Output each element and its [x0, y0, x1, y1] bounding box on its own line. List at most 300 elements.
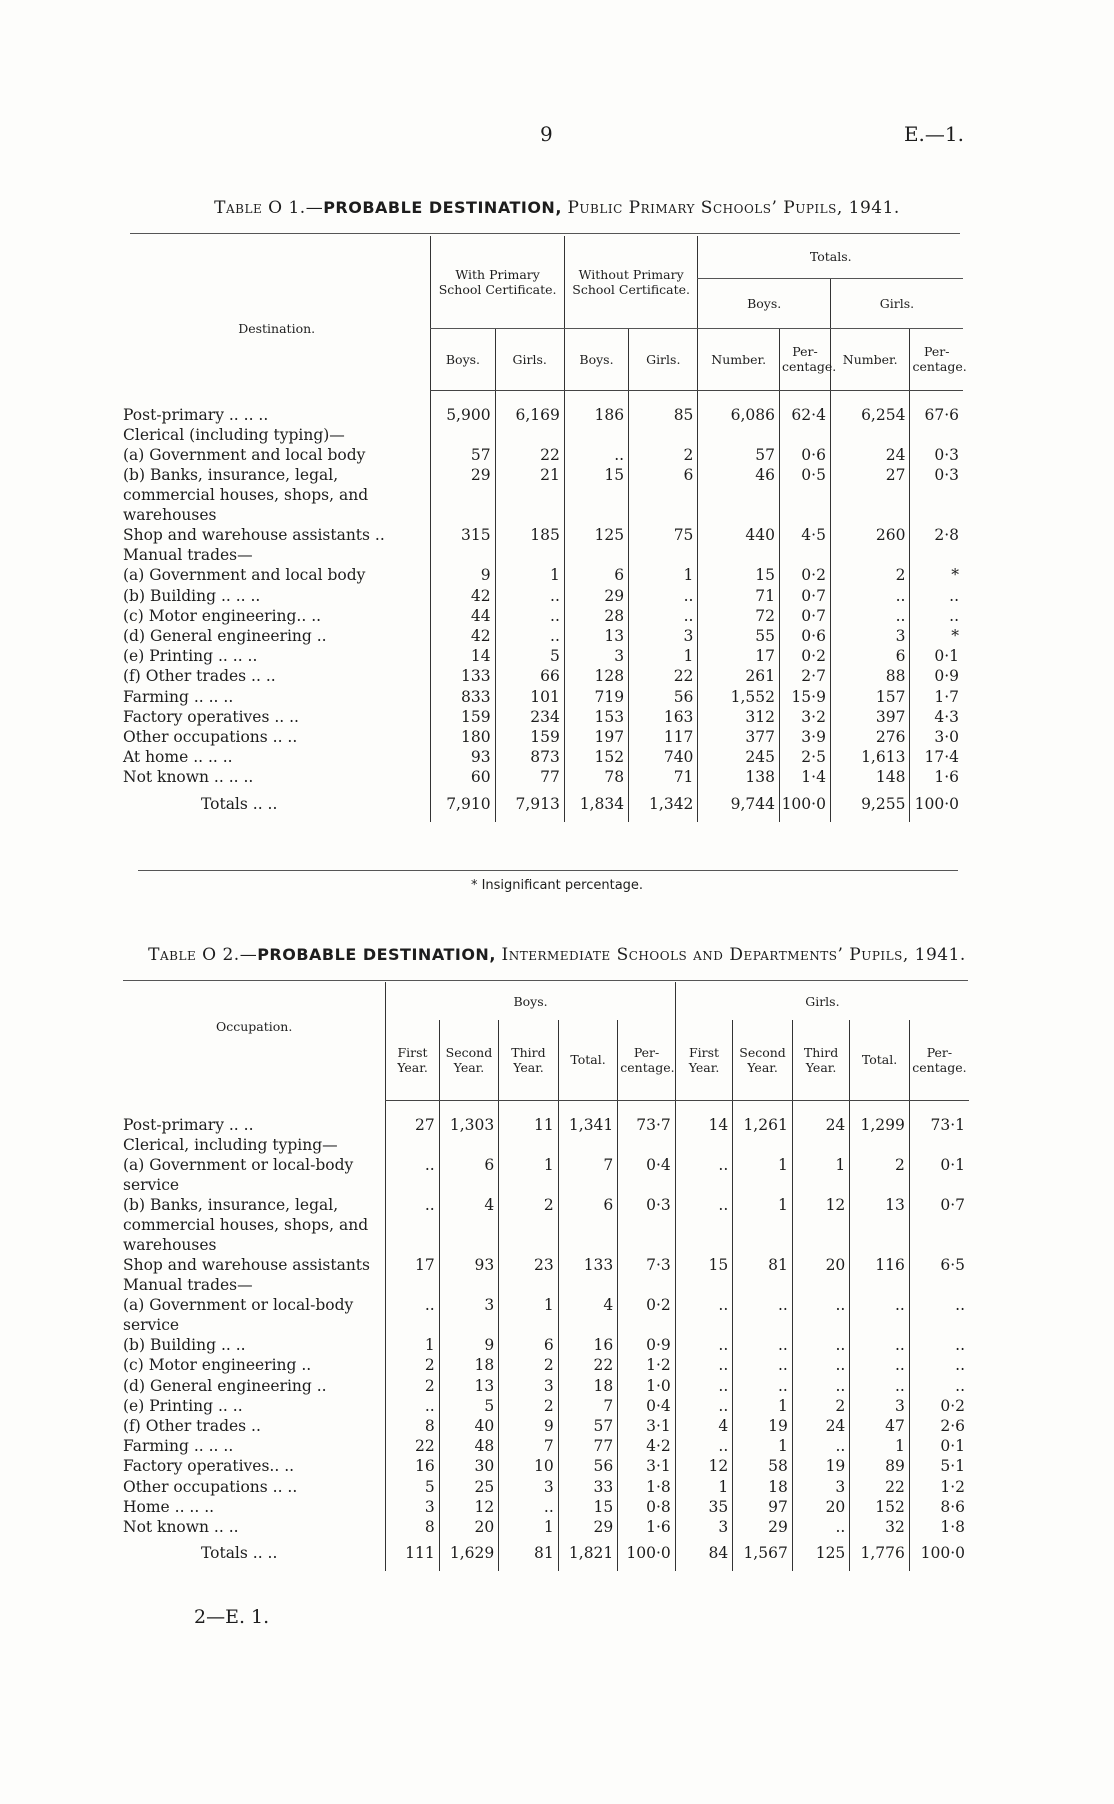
table-cell: 14: [675, 1115, 732, 1135]
table-cell: 0·8: [618, 1497, 676, 1517]
table-cell: 2: [499, 1195, 559, 1255]
table-cell: ..: [850, 1295, 910, 1335]
footer-code: 2—E. 1.: [194, 1606, 270, 1628]
table-cell: [618, 1275, 676, 1295]
table-row: [123, 1376, 969, 1396]
table-cell: [909, 1275, 969, 1295]
table-cell: 1: [733, 1436, 793, 1456]
table-cell: 4·3: [910, 707, 963, 727]
table1-body: [123, 390, 963, 822]
table-cell: 1·8: [909, 1517, 969, 1537]
row-label: Clerical (including typing)—: [123, 425, 345, 444]
table-cell: [495, 425, 564, 445]
table-cell: 0·3: [618, 1195, 676, 1255]
table-cell: 0·5: [779, 465, 830, 525]
table-cell: 8: [386, 1416, 439, 1436]
table-row: [123, 1295, 969, 1335]
table-cell: 2: [850, 1155, 910, 1195]
row-label: Manual trades—: [123, 546, 253, 565]
table2-girls-percentage-header: Per-centage.: [909, 1020, 969, 1100]
table-cell: 6: [499, 1335, 559, 1355]
table-cell: 22: [629, 666, 698, 686]
table-cell: [779, 545, 830, 565]
table-cell: 8·6: [909, 1497, 969, 1517]
table-cell: ..: [909, 1335, 969, 1355]
table1-top-rule: [130, 233, 960, 234]
row-label: (a) Government and local body: [123, 445, 366, 464]
table-cell: ..: [909, 1355, 969, 1375]
table-row: [123, 1416, 969, 1436]
table-cell: 21: [495, 465, 564, 525]
table-cell: 29: [558, 1517, 618, 1537]
table2-boys-total-header: Total.: [558, 1020, 618, 1100]
spacer-cell: [431, 390, 495, 405]
table-cell: 0·4: [618, 1155, 676, 1195]
table-cell: 10: [499, 1456, 559, 1476]
table-cell: 17·4: [910, 747, 963, 767]
table-row: [123, 1497, 969, 1517]
table-cell: [698, 545, 780, 565]
table-cell: 5·1: [909, 1456, 969, 1476]
totals-row: [123, 788, 963, 822]
table-cell: [495, 545, 564, 565]
spacer-cell: [618, 1100, 676, 1115]
spacer-cell: [779, 390, 830, 405]
table-cell: 1·0: [618, 1376, 676, 1396]
table-cell: 18: [733, 1477, 793, 1497]
table-cell: 9,744: [698, 788, 780, 822]
table-cell: 29: [431, 465, 495, 525]
table-cell: 440: [698, 525, 780, 545]
table-cell: ..: [733, 1335, 793, 1355]
row-label: (b) Banks, insurance, legal, commercial houses, shops, and warehouses: [123, 1195, 369, 1254]
table-cell: ..: [564, 445, 628, 465]
table-cell: [386, 1135, 439, 1155]
table-cell: 58: [733, 1456, 793, 1476]
table-cell: [439, 1135, 499, 1155]
row-label: (c) Motor engineering.. ..: [123, 606, 322, 625]
document-code: E.—1.: [903, 122, 964, 146]
table-cell: 56: [629, 687, 698, 707]
table-cell: [850, 1275, 910, 1295]
row-label: Shop and warehouse assistants: [123, 1255, 370, 1274]
row-label: (f) Other trades .. ..: [123, 667, 276, 686]
table-cell: 15: [675, 1255, 732, 1275]
table-cell: 67·6: [910, 405, 963, 425]
table-cell: 1·6: [618, 1517, 676, 1537]
table-cell: 57: [698, 445, 780, 465]
table-cell: 57: [558, 1416, 618, 1436]
table-row: [123, 1155, 969, 1195]
table-cell: 3·1: [618, 1456, 676, 1476]
table2-boys-second-year-header: Second Year.: [439, 1020, 499, 1100]
table-cell: 42: [431, 626, 495, 646]
table-cell: 833: [431, 687, 495, 707]
table-cell: 1,776: [850, 1537, 910, 1571]
spacer-cell: [675, 1100, 732, 1115]
table-cell: 3: [499, 1376, 559, 1396]
row-label: Not known .. .. ..: [123, 768, 254, 787]
table-cell: 44: [431, 606, 495, 626]
table-cell: [792, 1135, 849, 1155]
table-cell: ..: [830, 586, 910, 606]
table-cell: 73·1: [909, 1115, 969, 1135]
table-cell: ..: [792, 1376, 849, 1396]
table-cell: 17: [698, 646, 780, 666]
table-cell: 11: [499, 1115, 559, 1135]
table-cell: 16: [386, 1456, 439, 1476]
table1-totals-header: Totals.: [698, 236, 963, 278]
table-cell: 35: [675, 1497, 732, 1517]
table-cell: 15: [564, 465, 628, 525]
table-cell: 873: [495, 747, 564, 767]
table-cell: ..: [675, 1355, 732, 1375]
table-cell: 125: [564, 525, 628, 545]
table-cell: 315: [431, 525, 495, 545]
table-cell: [733, 1135, 793, 1155]
row-label: (b) Building .. .. ..: [123, 586, 261, 605]
spacer-cell: [386, 1100, 439, 1115]
table-cell: 180: [431, 727, 495, 747]
table-cell: 7·3: [618, 1255, 676, 1275]
table-cell: 19: [792, 1456, 849, 1476]
table1-boys-number-header: Number.: [698, 328, 780, 390]
table1-totals-boys-header: Boys.: [698, 278, 831, 328]
table-cell: 377: [698, 727, 780, 747]
table2-girls-third-year-header: Third Year.: [792, 1020, 849, 1100]
spacer-cell: [123, 390, 431, 405]
table-cell: [675, 1275, 732, 1295]
table-cell: [792, 1275, 849, 1295]
table-cell: 23: [499, 1255, 559, 1275]
table-cell: 1: [733, 1155, 793, 1195]
table-cell: 276: [830, 727, 910, 747]
table-cell: 1·7: [910, 687, 963, 707]
table1-with-boys-header: Boys.: [431, 328, 495, 390]
table-cell: ..: [386, 1195, 439, 1255]
table-cell: [629, 425, 698, 445]
row-label: Clerical, including typing—: [123, 1135, 338, 1154]
table-cell: 1: [499, 1517, 559, 1537]
table-cell: ..: [733, 1376, 793, 1396]
table-cell: 81: [499, 1537, 559, 1571]
table-cell: 93: [431, 747, 495, 767]
table-cell: 18: [439, 1355, 499, 1375]
table-cell: 4·5: [779, 525, 830, 545]
table-cell: 2: [499, 1355, 559, 1375]
table-cell: 72: [698, 606, 780, 626]
table-cell: [386, 1275, 439, 1295]
table-cell: ..: [910, 606, 963, 626]
spacer-cell: [830, 390, 910, 405]
table-row: [123, 445, 963, 465]
table-cell: 2·8: [910, 525, 963, 545]
table-cell: ..: [792, 1436, 849, 1456]
table-row: [123, 586, 963, 606]
table-cell: ..: [629, 586, 698, 606]
row-label: Not known .. ..: [123, 1517, 239, 1536]
table-cell: 78: [564, 767, 628, 787]
table-cell: 3: [564, 646, 628, 666]
table-row: [123, 1275, 969, 1295]
table-cell: 24: [792, 1115, 849, 1135]
table-cell: 1: [495, 565, 564, 585]
table-cell: ..: [495, 626, 564, 646]
table-row: [123, 1477, 969, 1497]
table-cell: 8: [386, 1517, 439, 1537]
table-cell: 2: [499, 1396, 559, 1416]
table-cell: 0·7: [909, 1195, 969, 1255]
table-cell: 6: [629, 465, 698, 525]
table-cell: 1·2: [909, 1477, 969, 1497]
table-cell: 9: [431, 565, 495, 585]
table-cell: 0·2: [618, 1295, 676, 1335]
table-cell: 159: [495, 727, 564, 747]
table-cell: 0·2: [909, 1396, 969, 1416]
table-row: [123, 666, 963, 686]
table-cell: ..: [675, 1436, 732, 1456]
table-cell: 29: [564, 586, 628, 606]
table-cell: 33: [558, 1477, 618, 1497]
table-cell: ..: [850, 1355, 910, 1375]
table-cell: 117: [629, 727, 698, 747]
table-cell: 100·0: [910, 788, 963, 822]
table-cell: 15·9: [779, 687, 830, 707]
table-cell: 3·0: [910, 727, 963, 747]
table-cell: [499, 1275, 559, 1295]
table-cell: 9,255: [830, 788, 910, 822]
table-cell: 7,913: [495, 788, 564, 822]
row-label: At home .. .. ..: [123, 748, 233, 767]
table-row: [123, 767, 963, 787]
table-row: [123, 1255, 969, 1275]
row-label: Factory operatives .. ..: [123, 707, 299, 726]
table-cell: 9: [439, 1335, 499, 1355]
table-cell: 1: [733, 1195, 793, 1255]
table-cell: 20: [792, 1497, 849, 1517]
table-cell: ..: [675, 1335, 732, 1355]
spacer-cell: [123, 1100, 386, 1115]
table-cell: 1: [675, 1477, 732, 1497]
table-cell: ..: [675, 1295, 732, 1335]
row-label: (e) Printing .. ..: [123, 1396, 243, 1415]
table2: [123, 982, 969, 1571]
row-label: (d) General engineering ..: [123, 1376, 327, 1395]
table1-with-girls-header: Girls.: [495, 328, 564, 390]
table1-boys-percentage-header: Per-centage.: [779, 328, 830, 390]
table-cell: 3: [675, 1517, 732, 1537]
table-cell: 3·2: [779, 707, 830, 727]
table-cell: [909, 1135, 969, 1155]
table-cell: 4: [675, 1416, 732, 1436]
table-cell: [675, 1135, 732, 1155]
table-cell: 28: [564, 606, 628, 626]
table-cell: 0·9: [618, 1335, 676, 1355]
row-label: (e) Printing .. .. ..: [123, 647, 258, 666]
table-cell: 7,910: [431, 788, 495, 822]
table-cell: 234: [495, 707, 564, 727]
table-cell: 77: [495, 767, 564, 787]
table-cell: 93: [439, 1255, 499, 1275]
spacer-cell: [733, 1100, 793, 1115]
table-cell: 397: [830, 707, 910, 727]
spacer-cell: [564, 390, 628, 405]
table-cell: 7: [499, 1436, 559, 1456]
table-row: [123, 465, 963, 525]
table-cell: 55: [698, 626, 780, 646]
spacer-cell: [439, 1100, 499, 1115]
table1-without-girls-header: Girls.: [629, 328, 698, 390]
table-row: [123, 1456, 969, 1476]
table-cell: 73·7: [618, 1115, 676, 1135]
table-cell: 5: [386, 1477, 439, 1497]
table-cell: 100·0: [909, 1537, 969, 1571]
spacer-cell: [629, 390, 698, 405]
table-cell: ..: [910, 586, 963, 606]
table-cell: 13: [850, 1195, 910, 1255]
table-cell: 1·6: [910, 767, 963, 787]
table-cell: 6,086: [698, 405, 780, 425]
table-cell: 18: [558, 1376, 618, 1396]
table-cell: 116: [850, 1255, 910, 1275]
row-label: (d) General engineering ..: [123, 627, 327, 645]
table-cell: 60: [431, 767, 495, 787]
row-label: Home .. .. ..: [123, 1497, 215, 1516]
table-cell: 1: [733, 1396, 793, 1416]
table-row: [123, 1517, 969, 1537]
table-cell: 32: [850, 1517, 910, 1537]
table-cell: 6: [558, 1195, 618, 1255]
table-row: [123, 606, 963, 626]
table-cell: 1: [850, 1436, 910, 1456]
table-row: [123, 1355, 969, 1375]
table-cell: 111: [386, 1537, 439, 1571]
table-cell: 186: [564, 405, 628, 425]
table-cell: 138: [698, 767, 780, 787]
table-cell: ..: [495, 606, 564, 626]
spacer-cell: [910, 390, 963, 405]
table-cell: 0·1: [909, 1436, 969, 1456]
table-cell: [564, 425, 628, 445]
table-cell: [698, 425, 780, 445]
table-cell: 128: [564, 666, 628, 686]
table-cell: 46: [698, 465, 780, 525]
row-label: Manual trades—: [123, 1276, 253, 1295]
table-cell: 6,254: [830, 405, 910, 425]
table-cell: 3·1: [618, 1416, 676, 1436]
table-cell: 0·9: [910, 666, 963, 686]
table-cell: [558, 1135, 618, 1155]
table1-without-cert-header: Without Primary School Certificate.: [564, 236, 698, 328]
table-cell: 57: [431, 445, 495, 465]
table-cell: 24: [830, 445, 910, 465]
table-cell: 6·5: [909, 1255, 969, 1275]
table-cell: [558, 1275, 618, 1295]
table-cell: ..: [499, 1497, 559, 1517]
table-cell: 12: [792, 1195, 849, 1255]
table-cell: 2: [386, 1355, 439, 1375]
table-cell: 12: [675, 1456, 732, 1476]
table-row: [123, 425, 963, 445]
table1-caption: Table O 1.—PROBABLE DESTINATION, Public Primary Schools’ Pupils, 1941.: [214, 198, 900, 218]
table-cell: 0·4: [618, 1396, 676, 1416]
table-cell: [431, 425, 495, 445]
table-cell: ..: [386, 1396, 439, 1416]
spacer-cell: [495, 390, 564, 405]
table-cell: ..: [629, 606, 698, 626]
table2-girls-header: Girls.: [675, 982, 969, 1020]
spacer-cell: [792, 1100, 849, 1115]
table-cell: ..: [850, 1335, 910, 1355]
table1-with-cert-header: With Primary School Certificate.: [431, 236, 565, 328]
table-cell: 7: [558, 1396, 618, 1416]
table-cell: 1,613: [830, 747, 910, 767]
table-cell: 2: [830, 565, 910, 585]
page-header: [0, 122, 1114, 152]
table-cell: 719: [564, 687, 628, 707]
table-cell: [910, 425, 963, 445]
table-cell: 71: [629, 767, 698, 787]
table2-occupation-header: Occupation.: [215, 1018, 293, 1034]
table-cell: 0·6: [779, 626, 830, 646]
table-row: [123, 626, 963, 646]
table-cell: 5,900: [431, 405, 495, 425]
table-cell: 1: [386, 1335, 439, 1355]
table-cell: ..: [733, 1295, 793, 1335]
table-cell: [910, 545, 963, 565]
table-cell: 1,303: [439, 1115, 499, 1135]
table-cell: 0·7: [779, 586, 830, 606]
table-cell: 0·1: [910, 646, 963, 666]
table-cell: 133: [558, 1255, 618, 1275]
table-cell: 312: [698, 707, 780, 727]
table-row: [123, 1335, 969, 1355]
row-label: (a) Government and local body: [123, 566, 366, 585]
table-cell: [830, 425, 910, 445]
table-row: [123, 1195, 969, 1255]
table-cell: 12: [439, 1497, 499, 1517]
table-row: [123, 405, 963, 425]
table-cell: 5: [439, 1396, 499, 1416]
table-cell: 15: [558, 1497, 618, 1517]
table-cell: ..: [792, 1295, 849, 1335]
table-cell: 22: [386, 1436, 439, 1456]
table-cell: 42: [431, 586, 495, 606]
table-row: [123, 565, 963, 585]
table2-body: [123, 1100, 969, 1571]
table-cell: ..: [386, 1295, 439, 1335]
table-cell: 48: [439, 1436, 499, 1456]
table-cell: 47: [850, 1416, 910, 1436]
table-cell: [733, 1275, 793, 1295]
table-cell: 152: [850, 1497, 910, 1517]
table-cell: 1·8: [618, 1477, 676, 1497]
table-cell: 1,341: [558, 1115, 618, 1135]
table-cell: 4: [439, 1195, 499, 1255]
table-cell: 152: [564, 747, 628, 767]
spacer-row: [123, 390, 963, 405]
table-cell: 1: [629, 646, 698, 666]
table-cell: 1,821: [558, 1537, 618, 1571]
table-cell: 14: [431, 646, 495, 666]
spacer-cell: [850, 1100, 910, 1115]
table-cell: 3: [499, 1477, 559, 1497]
table-cell: 22: [558, 1355, 618, 1375]
row-label: Farming .. .. ..: [123, 687, 234, 706]
row-label: Totals .. ..: [201, 794, 278, 813]
table-cell: 56: [558, 1456, 618, 1476]
row-label: Other occupations .. ..: [123, 727, 298, 746]
